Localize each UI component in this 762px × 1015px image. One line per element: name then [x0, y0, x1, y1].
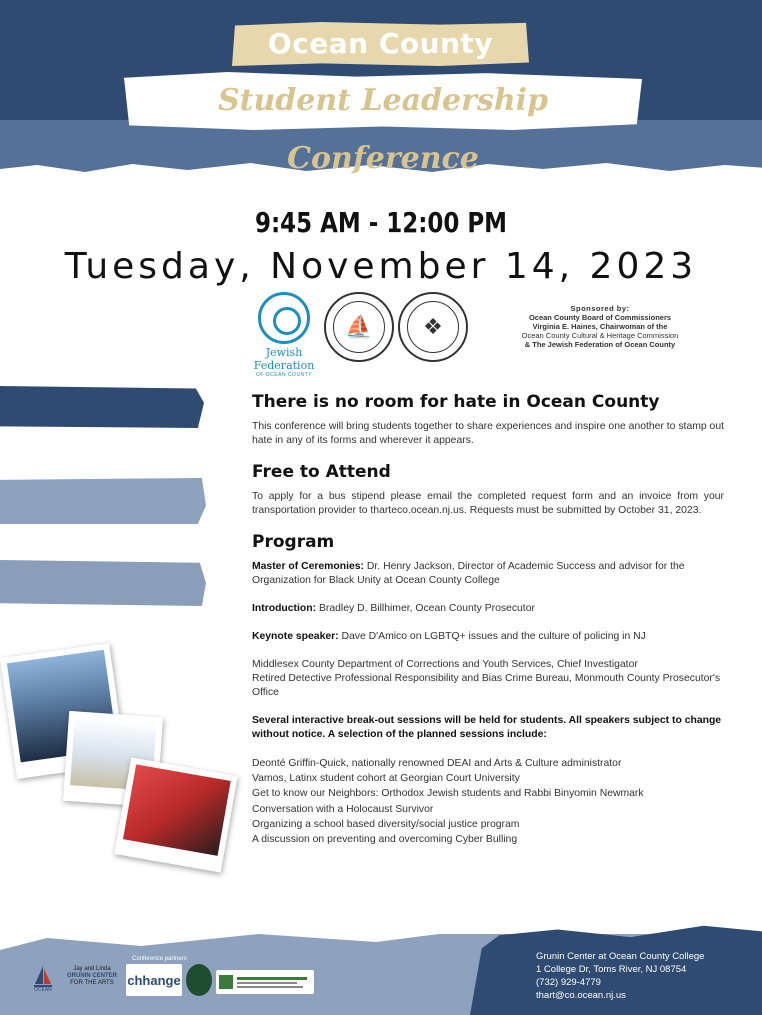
grunin-sub: FOR THE ARTS [70, 980, 114, 986]
section-heading: Free to Attend [252, 462, 391, 482]
list-item: Organizing a school based diversity/social justice program [252, 818, 520, 830]
program-mc-text: Dr. Henry Jackson, Director of Academic Success and advisor for the Organization for Black Unity at Ocean County College [252, 561, 685, 586]
chhange-label: chhange [127, 972, 181, 988]
list-item: Vamos, Latinx student cohort at Georgian Court University [252, 773, 520, 785]
jewish-federation-emblem-icon [258, 292, 310, 344]
decor-stripe-2 [0, 478, 206, 524]
section-heading: There is no room for hate in Ocean County [252, 392, 660, 412]
holocaust-center-logo [216, 970, 314, 994]
section-program [252, 532, 724, 847]
panel-line-2: Retired Detective Professional Responsibility and Bias Crime Bureau, Monmouth County Prosecutor's Office [252, 673, 721, 698]
ship-icon: ⛵ [333, 301, 385, 353]
page-subtitle: Student Leadership Conference [217, 83, 549, 176]
jewish-federation-label: Jewish Federation [253, 346, 315, 372]
list-item: Deonté Griffin-Quick, nationally renowned DEAI and Arts & Culture administrator [252, 758, 622, 769]
sponsor-line-2: Virginia E. Haines, Chairwoman of the [532, 322, 668, 331]
session-list [252, 756, 724, 847]
program-keynote-label: Keynote speaker: [252, 631, 339, 642]
chhange-logo [126, 964, 182, 996]
section-heading: Program [252, 532, 335, 552]
heritage-emblem-icon: ❖ [407, 301, 459, 353]
page-title: Ocean County [267, 27, 494, 60]
program-keynote-text: Dave D'Amico on LGBTQ+ issues and the culture of policing in NJ [338, 631, 646, 642]
list-item: Get to know our Neighbors: Orthodox Jewish students and Rabbi Binyomin Newmark [252, 788, 644, 800]
main-content [252, 392, 724, 861]
partners-label: Conference partners [132, 956, 187, 962]
program-intro [252, 602, 724, 616]
list-item: A discussion on preventing and overcoming Cyber Bulling [252, 834, 518, 846]
jewish-federation-sublabel: OF OCEAN COUNTY [255, 372, 313, 378]
grunin-center-logo [34, 966, 124, 996]
footer-address: 1 College Dr, Toms River, NJ 08754 [536, 964, 687, 975]
footer-contact [536, 950, 756, 1002]
section-body: To apply for a bus stipend please email the completed request form and an invoice from your transportation provider to tharteco.ocean.nj.us. Requests must be submitted by October 31, 2023. [252, 491, 724, 516]
program-panel [252, 658, 724, 700]
program-mc-label: Master of Ceremonies: [252, 561, 365, 572]
decor-stripe-1 [0, 386, 204, 428]
ocean-mini-label: OCEAN [34, 987, 52, 993]
sponsor-block [492, 304, 708, 349]
speaker-photo-2 [114, 757, 237, 872]
grunin-top: Jay and Linda [73, 966, 111, 972]
sponsor-line-4: & The Jewish Federation of Ocean County [524, 340, 676, 349]
footer-email[interactable]: thart@co.ocean.nj.us [536, 990, 626, 1001]
program-intro-label: Introduction: [252, 603, 317, 614]
footer-phone: (732) 929-4779 [536, 977, 601, 988]
sponsor-line-1: Ocean County Board of Commissioners [528, 313, 672, 322]
list-item: Conversation with a Holocaust Survivor [252, 803, 434, 815]
holocaust-center-emblem-icon [219, 973, 311, 991]
panel-line-1: Middlesex County Department of Corrections and Youth Services, Chief Investigator [252, 659, 638, 670]
event-date: Tuesday, November 14, 2023 [64, 246, 698, 287]
section-body: This conference will bring students together to share experiences and inspire one another to stamp out hate in any of its forms and wherever it appears. [252, 421, 724, 446]
jewish-federation-logo [242, 290, 326, 378]
event-time: 9:45 AM - 12:00 PM [255, 206, 507, 239]
program-mc [252, 560, 724, 588]
sponsor-line-3: Ocean County Cultural & Heritage Commission [521, 331, 679, 340]
decor-stripe-3 [0, 560, 206, 606]
grunin-name: GRUNIN CENTER [66, 973, 117, 979]
program-intro-text: Bradley D. Billhimer, Ocean County Prosecutor [316, 603, 535, 614]
footer-venue: Grunin Center at Ocean County College [536, 951, 705, 962]
program-note: Several interactive break-out sessions will be held for students. All speakers subject to change without notice. A selection of the planned sessions include: [252, 715, 722, 740]
section-no-hate [252, 392, 724, 448]
ocean-county-seal [324, 292, 394, 362]
section-free [252, 462, 724, 518]
shield-badge-icon [186, 964, 212, 996]
cultural-heritage-seal [398, 292, 468, 362]
program-keynote [252, 630, 724, 644]
sponsor-title: Sponsored by: [570, 304, 630, 313]
